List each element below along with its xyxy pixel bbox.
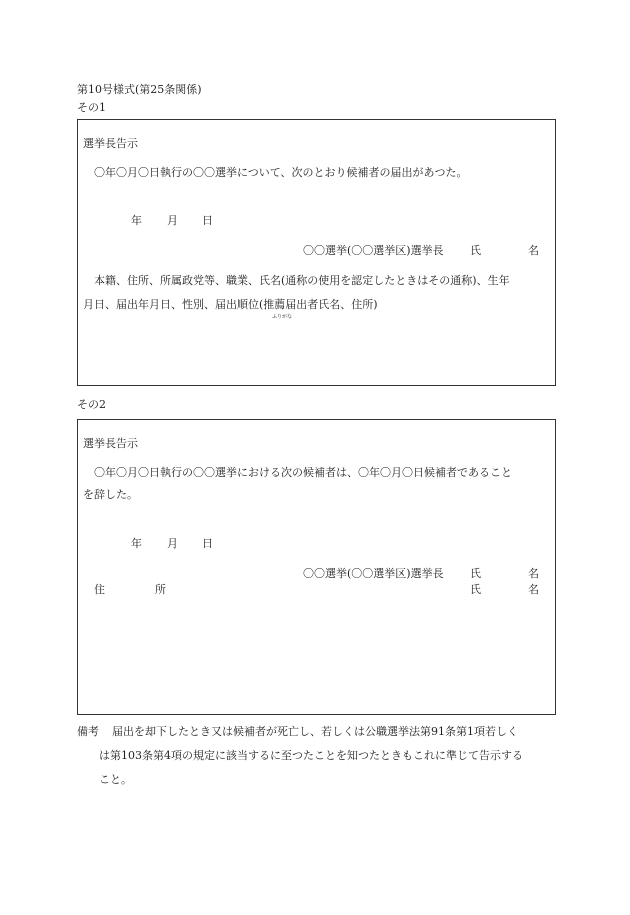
section1-notice-title: 選挙長告示 [83, 137, 138, 150]
section1-details-line2: 月日、届出年月日、性別、届出順位(推薦届出者氏名、住所) [83, 298, 378, 311]
section1-label: その1 [77, 101, 106, 114]
section2-date-month: 月 [167, 537, 178, 550]
section1-furigana: ふりがな [272, 314, 293, 320]
section1-date-year: 年 [131, 214, 142, 227]
section2-name-mei: 名 [528, 567, 539, 580]
section1-date-day: 日 [202, 214, 213, 227]
section1-date-month: 月 [167, 214, 178, 227]
section1-name-mei: 名 [528, 244, 539, 257]
section2-body-line2: を辞した。 [83, 488, 138, 501]
section2-name-mei-2: 名 [528, 583, 539, 596]
section2-notice-title: 選挙長告示 [83, 437, 138, 450]
remarks-label: 備考 [77, 725, 99, 738]
section2-date-year: 年 [131, 537, 142, 550]
remarks-line1: 届出を却下したとき又は候補者が死亡し、若しくは公職選挙法第91条第1項若しく [112, 725, 518, 738]
section1-body: 〇年〇月〇日執行の〇〇選挙について、次のとおり候補者の届出があつた。 [94, 166, 468, 179]
section2-label: その2 [77, 398, 106, 411]
section2-address-ju: 住 [94, 583, 105, 596]
section2-body-line1: 〇年〇月〇日執行の〇〇選挙における次の候補者は、〇年〇月〇日候補者であること [94, 466, 512, 479]
section2-signer: 〇〇選挙(〇〇選挙区)選挙長 [303, 567, 444, 580]
remarks-line3: こと。 [99, 773, 132, 786]
remarks-line2: は第103条第4項の規定に該当するに至つたことを知つたときもこれに準じて告示する [99, 749, 523, 762]
section2-address-sho: 所 [155, 583, 166, 596]
section1-name-shi: 氏 [470, 244, 481, 257]
section2-date-day: 日 [202, 537, 213, 550]
section2-name-shi: 氏 [470, 567, 481, 580]
form-title: 第10号様式(第25条関係) [77, 83, 202, 96]
section2-name-shi-2: 氏 [470, 583, 481, 596]
section1-details-line1: 本籍、住所、所属政党等、職業、氏名(通称の使用を認定したときはその通称)、生年 [94, 274, 510, 287]
section1-signer: 〇〇選挙(〇〇選挙区)選挙長 [303, 244, 444, 257]
